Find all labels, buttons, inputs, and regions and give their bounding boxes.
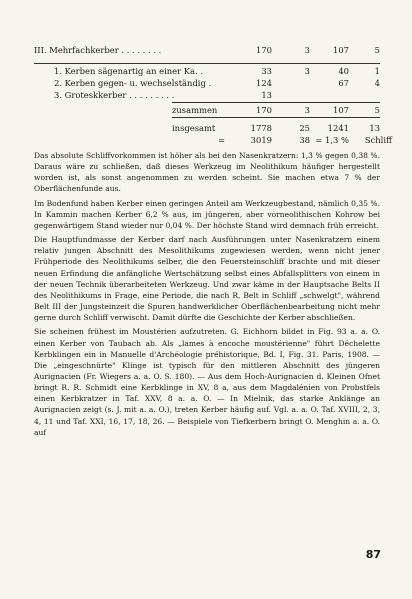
paragraph: Die Hauptfundmasse der Kerber darf nach Ausführungen unter Nasenkratzern einem relativ jungen Abschnitt des Mesolithikums zugewiesen werden, wenn nicht jener Frühperiode des Neolithikums selber, die den Feuersteinschliff brachte und mit dieser neuen Erfindung die anfängliche Wertschätzung selbst eines Abfallsplitters von einem in der neuen Technik überarbeiteten Werkzeug. Und zwar käme in der Hauptsache Belts II des Neolithikums in Frage, eine Periode, die nach R. Belt in Schliff „schwelgt", während Belt III der Jungsteinzeit die Spuren handwerklicher Oberflächenbearbeitung nicht mehr gerne durch Schliff verwischt. Damit dürfte die Geschichte der Kerber abschließen. <box>34 235 380 323</box>
paragraph: Sie scheinen frühest im Moustérien aufzutreten. G. Eichhorn bildet in Fig. 93 a. a. O. einen Kerber von Taubach ab. Als „lames à encoche moustérienne" führt Déchelette Kerbklingen ein in Manuelle d'Archéologie préhistorique, Bd. I, Fig. 31. Paris, 1908. — Die „eingeschnürte" Klinge ist typisch für den mittleren Abschnitt des jüngeren Aurignacien (Fr. Wiegers a. a. O. S. 180). — Aus dem Hoch-Aurignacien d. Kleinen Ofnet bringt R. R. Schmidt eine Kerbklinge in XV, 8 a, aus dem Magdalénien von Probstfels einen Kerbkratzer in Taf. XXV, 8 a. a. O. — In Mielnik, das starke Anklänge an Aurignacien zeigt (s. J. mit a. a. O.), treten Kerber häufig auf. Vgl. a. a. O. Taf. XVIII, 2, 3, 4, 11 und Taf. XXI, 16, 17, 18, 26. — Beispiele von Tiefkerbern bringt O. Menghin a. a. O. auf <box>34 327 380 437</box>
cell: 38 <box>299 135 310 145</box>
paragraph: Im Bodenfund haben Kerber einen geringen Anteil am Werkzeugbestand, nämlich 0,35 %. In Kammin machen Kerber 6,2 % aus, im jüngeren, aber vorneolithischen Kohrow bei gegenwärtigem Stand wieder nur 0,04 %. Der höchste Stand wird demnach früh erreicht. <box>34 198 380 230</box>
table-divider <box>34 63 380 64</box>
cell: 1 <box>374 66 380 76</box>
cell: 3 <box>304 105 310 115</box>
page-number: 87 <box>365 548 381 561</box>
paragraph: Das absolute Schliffvorkommen ist höher als bei den Nasenkratzern: 1,3 % gegen 0,38 %. Daraus wäre zu schließen, daß dieses Werkzeug im Neolithikum häufiger hergestellt worden ist, als sonst angenommen zu werden scheint. Sie machen etwa 7 % der Oberflächenfunde aus. <box>34 151 380 194</box>
cell: Schliff <box>364 135 392 145</box>
cell: 33 <box>261 66 272 76</box>
cell: 107 <box>333 45 349 55</box>
cell: 67 <box>338 78 349 88</box>
row-label: 3. Groteskkerber . . . . . . . . . <box>54 90 175 100</box>
cell: = 1,3 % <box>315 135 349 145</box>
cell: 170 <box>256 105 272 115</box>
body-text <box>34 150 380 441</box>
cell: 124 <box>256 78 272 88</box>
cell: 3019 <box>250 135 272 145</box>
row-label: 2. Kerben gegen- u. wechselständig . <box>54 78 212 88</box>
table-divider <box>172 117 380 118</box>
cell: 40 <box>338 66 349 76</box>
table-divider <box>172 102 380 103</box>
cell: 1778 <box>250 123 272 133</box>
cell: 4 <box>374 78 380 88</box>
row-label: insgesamt <box>172 123 216 133</box>
row-label: zusammen <box>172 105 218 115</box>
row-label: III. Mehrfachkerber . . . . . . . . <box>34 45 162 55</box>
cell: 13 <box>369 123 380 133</box>
cell: 5 <box>374 105 380 115</box>
cell: 3 <box>304 66 310 76</box>
cell: 1241 <box>327 123 349 133</box>
cell: 25 <box>299 123 310 133</box>
row-label: 1. Kerben sägenartig an einer Ka. . <box>54 66 204 76</box>
cell: 107 <box>333 105 349 115</box>
row-label: = <box>218 135 226 145</box>
cell: 170 <box>256 45 272 55</box>
cell: 5 <box>374 45 380 55</box>
cell: 3 <box>304 45 310 55</box>
cell: 13 <box>261 90 272 100</box>
